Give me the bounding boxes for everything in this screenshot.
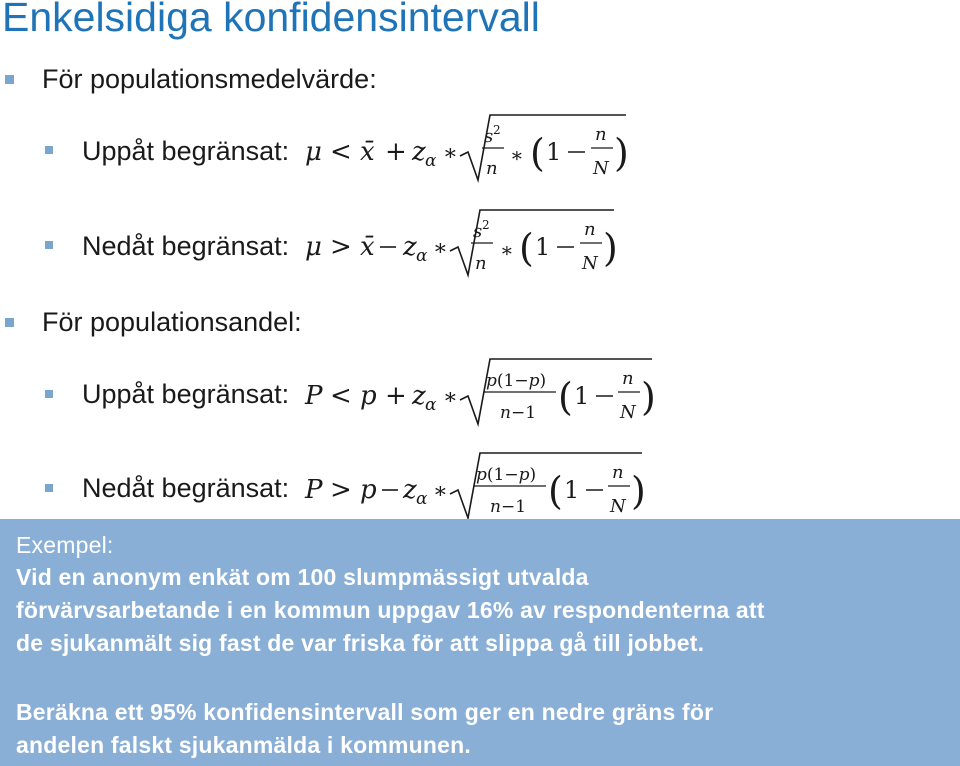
svg-text:α: α [425,395,437,415]
svg-text:p: p [360,381,377,411]
svg-text:<: < [330,381,352,411]
svg-text:1: 1 [546,138,562,166]
svg-text:>: > [330,232,352,262]
svg-text:n: n [622,368,634,389]
svg-text:s: s [473,221,483,242]
svg-text:1: 1 [564,476,580,504]
svg-text:(: ( [548,469,563,513]
svg-text:+: + [385,381,407,411]
formula-prop-upper [300,356,660,436]
svg-text:(: ( [558,375,573,419]
formula-mean-lower [300,207,640,287]
section-heading-mean: För populationsmedelvärde: [42,64,377,94]
svg-text:μ: μ [305,232,322,262]
svg-text:P: P [305,475,323,505]
svg-text:p(1−p): p(1−p) [476,465,537,485]
example-line: de sjukanmält sig fast de var friska för att slippa gå till jobbet. [16,630,705,656]
svg-text:): ) [631,469,646,513]
label-mean-upper: Uppåt begränsat: [82,136,290,166]
svg-text:n−1: n−1 [490,497,527,517]
svg-text:s: s [484,126,494,147]
svg-text:N: N [610,496,626,517]
example-line: andelen falskt sjukanmälda i kommunen. [16,732,471,758]
svg-text:x̄: x̄ [360,137,375,167]
svg-text:p: p [360,475,377,505]
example-line: Beräkna ett 95% konfidensintervall som ger en nedre gräns för [16,699,714,725]
svg-text:N: N [620,402,636,423]
section-heading-proportion: För populationsandel: [42,307,302,337]
svg-text:α: α [416,489,428,509]
svg-text:n: n [475,253,487,274]
bullet-marker [45,484,53,492]
svg-text:∗: ∗ [433,479,448,504]
label-prop-upper: Uppåt begränsat: [82,379,290,409]
bullet-marker [5,75,14,84]
svg-text:∗: ∗ [500,238,514,262]
svg-text:1: 1 [574,382,590,410]
svg-text:N: N [593,158,609,179]
svg-text:n: n [595,124,607,145]
svg-text:(: ( [530,131,545,175]
example-box [0,519,960,766]
svg-text:): ) [641,375,656,419]
svg-text:1: 1 [535,233,551,261]
svg-text:z: z [403,475,417,505]
svg-text:∗: ∗ [510,143,524,167]
svg-text:μ: μ [305,137,322,167]
page-title: Enkelsidiga konfidensintervall [2,0,540,40]
svg-text:α: α [416,246,428,266]
svg-text:>: > [330,475,352,505]
svg-text:x̄: x̄ [360,232,375,262]
svg-text:α: α [425,151,437,171]
svg-text:z: z [412,381,426,411]
svg-text:n−1: n−1 [500,403,537,423]
example-line: förvärvsarbetande i en kommun uppgav 16% av respondenterna att [16,597,765,623]
svg-text:+: + [385,137,407,167]
label-prop-lower: Nedåt begränsat: [82,473,290,503]
svg-text:2: 2 [493,123,501,137]
svg-text:): ) [603,226,618,270]
label-mean-lower: Nedåt begränsat: [82,231,290,261]
svg-text:2: 2 [482,218,490,232]
bullet-marker [45,241,53,249]
svg-text:∗: ∗ [443,141,458,166]
svg-text:P: P [305,381,323,411]
bullet-marker [45,146,53,154]
svg-text:z: z [403,232,417,262]
svg-text:∗: ∗ [433,236,448,261]
svg-text:): ) [614,131,629,175]
svg-text:<: < [330,137,352,167]
svg-text:N: N [582,253,598,274]
bullet-marker [5,318,14,327]
formula-mean-upper [300,112,640,192]
svg-text:n: n [486,158,498,179]
svg-text:(: ( [519,226,534,270]
svg-text:z: z [412,137,426,167]
svg-text:∗: ∗ [443,385,458,410]
bullet-marker [45,390,53,398]
example-line: Vid en anonym enkät om 100 slumpmässigt utvalda [16,564,589,590]
svg-text:n: n [584,219,596,240]
svg-text:n: n [612,462,624,483]
example-heading: Exempel: [16,532,114,558]
formula-prop-lower [300,450,650,525]
svg-text:p(1−p): p(1−p) [486,371,547,391]
